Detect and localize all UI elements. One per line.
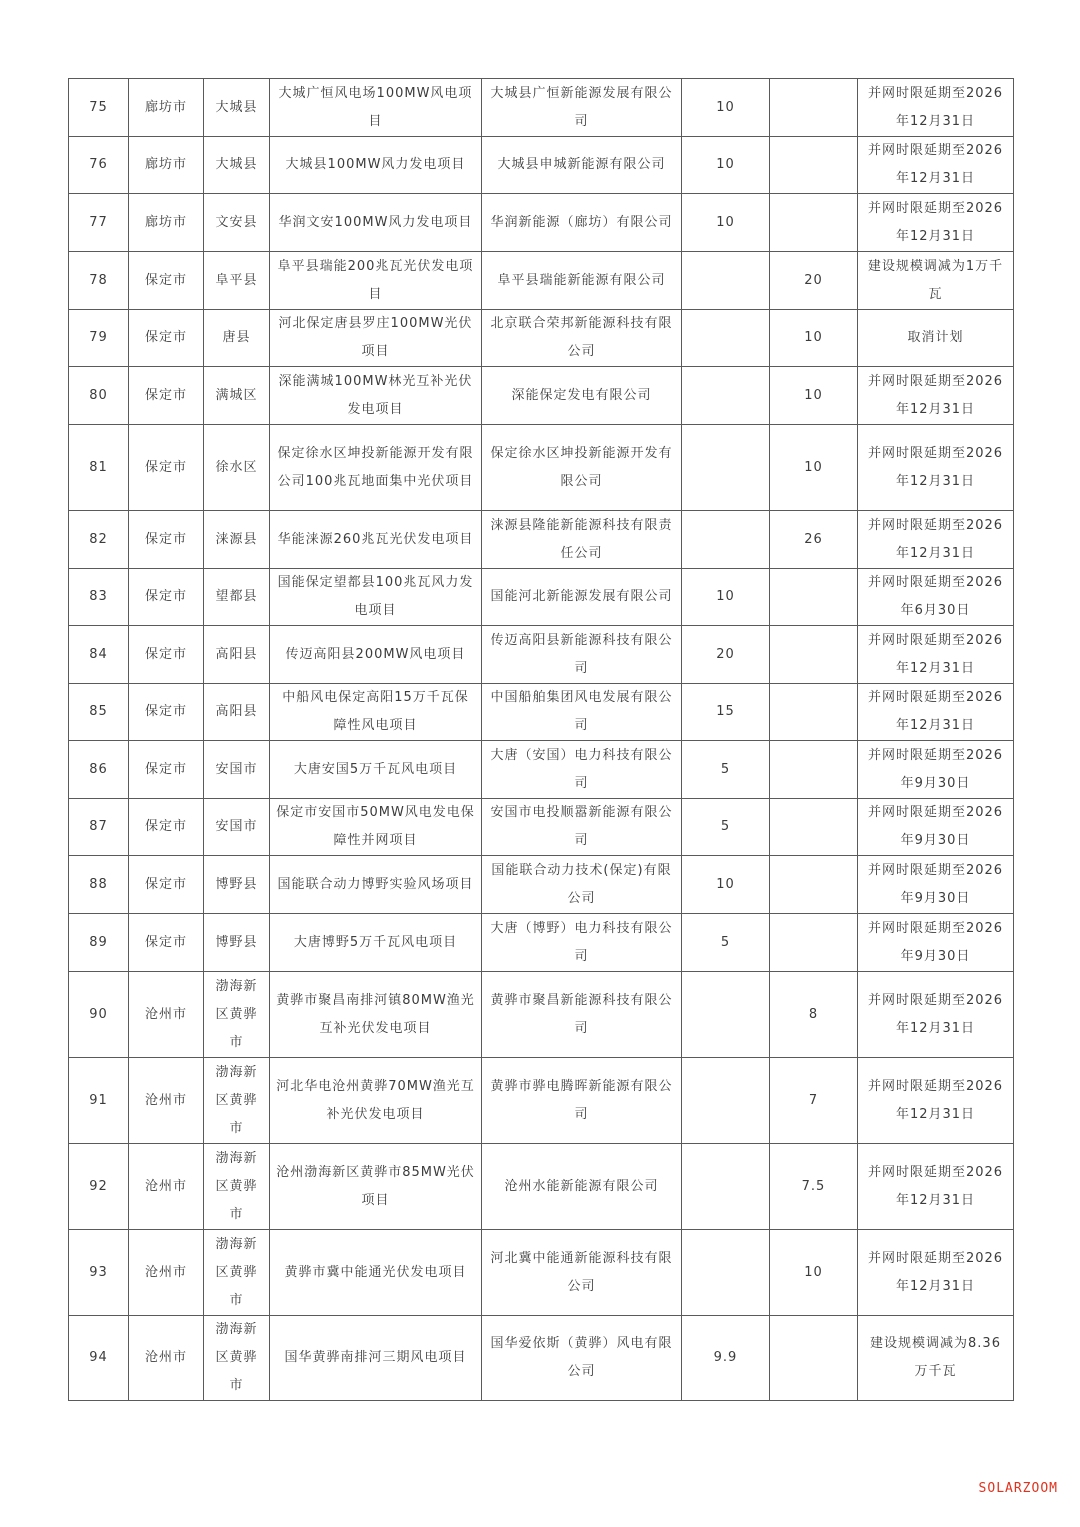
county-cell: 安国市 <box>204 741 270 799</box>
company-cell: 国华爱依斯（黄骅）风电有限公司 <box>482 1316 682 1401</box>
city-cell: 廊坊市 <box>129 194 204 252</box>
city-cell: 廊坊市 <box>129 79 204 137</box>
city-cell: 保定市 <box>129 310 204 367</box>
wind-capacity-cell: 20 <box>682 626 770 684</box>
table-row <box>69 367 1014 425</box>
city-cell: 保定市 <box>129 252 204 310</box>
wind-capacity-cell: 10 <box>682 79 770 137</box>
solar-capacity-cell <box>770 569 858 626</box>
project-name-cell: 中船风电保定高阳15万千瓦保障性风电项目 <box>270 684 482 741</box>
solar-capacity-cell: 8 <box>770 972 858 1058</box>
solar-capacity-cell <box>770 79 858 137</box>
city-cell: 沧州市 <box>129 1316 204 1401</box>
city-cell: 保定市 <box>129 741 204 799</box>
table-row <box>69 741 1014 799</box>
county-cell: 唐县 <box>204 310 270 367</box>
row-number-cell: 91 <box>69 1058 129 1144</box>
solar-capacity-cell: 10 <box>770 367 858 425</box>
county-cell: 文安县 <box>204 194 270 252</box>
row-number-cell: 75 <box>69 79 129 137</box>
city-cell: 沧州市 <box>129 1144 204 1230</box>
county-cell: 高阳县 <box>204 626 270 684</box>
row-number-cell: 92 <box>69 1144 129 1230</box>
solar-capacity-cell: 10 <box>770 425 858 511</box>
table-row <box>69 252 1014 310</box>
county-cell: 渤海新区黄骅市 <box>204 972 270 1058</box>
solar-capacity-cell <box>770 799 858 856</box>
table-row <box>69 511 1014 569</box>
county-cell: 涞源县 <box>204 511 270 569</box>
company-cell: 安国市电投顺嚣新能源有限公司 <box>482 799 682 856</box>
table-row <box>69 856 1014 914</box>
row-number-cell: 87 <box>69 799 129 856</box>
wind-capacity-cell: 10 <box>682 569 770 626</box>
company-cell: 阜平县瑞能新能源有限公司 <box>482 252 682 310</box>
table-row <box>69 799 1014 856</box>
solar-capacity-cell: 7.5 <box>770 1144 858 1230</box>
table-body <box>69 79 1014 1401</box>
company-cell: 华润新能源（廊坊）有限公司 <box>482 194 682 252</box>
project-name-cell: 国能联合动力博野实验风场项目 <box>270 856 482 914</box>
city-cell: 保定市 <box>129 367 204 425</box>
county-cell: 安国市 <box>204 799 270 856</box>
solar-capacity-cell <box>770 1316 858 1401</box>
county-cell: 博野县 <box>204 856 270 914</box>
county-cell: 大城县 <box>204 79 270 137</box>
county-cell: 高阳县 <box>204 684 270 741</box>
project-name-cell: 华润文安100MW风力发电项目 <box>270 194 482 252</box>
wind-capacity-cell <box>682 972 770 1058</box>
table-row <box>69 914 1014 972</box>
table-row <box>69 194 1014 252</box>
row-number-cell: 78 <box>69 252 129 310</box>
row-number-cell: 77 <box>69 194 129 252</box>
row-number-cell: 85 <box>69 684 129 741</box>
adjustment-note-cell: 并网时限延期至2026年12月31日 <box>858 1058 1014 1144</box>
project-name-cell: 沧州渤海新区黄骅市85MW光伏项目 <box>270 1144 482 1230</box>
row-number-cell: 83 <box>69 569 129 626</box>
company-cell: 中国船舶集团风电发展有限公司 <box>482 684 682 741</box>
solar-capacity-cell: 7 <box>770 1058 858 1144</box>
row-number-cell: 94 <box>69 1316 129 1401</box>
table-row <box>69 137 1014 194</box>
company-cell: 黄骅市聚昌新能源科技有限公司 <box>482 972 682 1058</box>
solar-capacity-cell <box>770 741 858 799</box>
project-name-cell: 保定徐水区坤投新能源开发有限公司100兆瓦地面集中光伏项目 <box>270 425 482 511</box>
project-name-cell: 河北保定唐县罗庄100MW光伏项目 <box>270 310 482 367</box>
city-cell: 保定市 <box>129 799 204 856</box>
table-row <box>69 79 1014 137</box>
adjustment-note-cell: 并网时限延期至2026年12月31日 <box>858 425 1014 511</box>
project-name-cell: 国华黄骅南排河三期风电项目 <box>270 1316 482 1401</box>
adjustment-note-cell: 并网时限延期至2026年9月30日 <box>858 741 1014 799</box>
county-cell: 博野县 <box>204 914 270 972</box>
solar-capacity-cell: 10 <box>770 1230 858 1316</box>
solar-capacity-cell: 26 <box>770 511 858 569</box>
row-number-cell: 86 <box>69 741 129 799</box>
company-cell: 大城县广恒新能源发展有限公司 <box>482 79 682 137</box>
project-name-cell: 华能涞源260兆瓦光伏发电项目 <box>270 511 482 569</box>
table-row <box>69 569 1014 626</box>
city-cell: 沧州市 <box>129 1058 204 1144</box>
city-cell: 廊坊市 <box>129 137 204 194</box>
projects-table <box>68 78 1014 1401</box>
adjustment-note-cell: 建设规模调减为1万千瓦 <box>858 252 1014 310</box>
company-cell: 国能河北新能源发展有限公司 <box>482 569 682 626</box>
project-name-cell: 河北华电沧州黄骅70MW渔光互补光伏发电项目 <box>270 1058 482 1144</box>
company-cell: 国能联合动力技术(保定)有限公司 <box>482 856 682 914</box>
project-name-cell: 国能保定望都县100兆瓦风力发电项目 <box>270 569 482 626</box>
company-cell: 保定徐水区坤投新能源开发有限公司 <box>482 425 682 511</box>
project-name-cell: 黄骅市冀中能通光伏发电项目 <box>270 1230 482 1316</box>
wind-capacity-cell <box>682 310 770 367</box>
project-name-cell: 阜平县瑞能200兆瓦光伏发电项目 <box>270 252 482 310</box>
company-cell: 传迈高阳县新能源科技有限公司 <box>482 626 682 684</box>
row-number-cell: 93 <box>69 1230 129 1316</box>
wind-capacity-cell: 9.9 <box>682 1316 770 1401</box>
adjustment-note-cell: 并网时限延期至2026年12月31日 <box>858 1144 1014 1230</box>
city-cell: 保定市 <box>129 425 204 511</box>
solar-capacity-cell <box>770 194 858 252</box>
wind-capacity-cell <box>682 425 770 511</box>
county-cell: 渤海新区黄骅市 <box>204 1230 270 1316</box>
wind-capacity-cell: 15 <box>682 684 770 741</box>
company-cell: 沧州水能新能源有限公司 <box>482 1144 682 1230</box>
table-row <box>69 684 1014 741</box>
adjustment-note-cell: 并网时限延期至2026年9月30日 <box>858 856 1014 914</box>
wind-capacity-cell: 10 <box>682 194 770 252</box>
row-number-cell: 79 <box>69 310 129 367</box>
table-row <box>69 1058 1014 1144</box>
project-name-cell: 大唐安国5万千瓦风电项目 <box>270 741 482 799</box>
county-cell: 望都县 <box>204 569 270 626</box>
adjustment-note-cell: 并网时限延期至2026年12月31日 <box>858 511 1014 569</box>
company-cell: 涞源县隆能新能源科技有限责任公司 <box>482 511 682 569</box>
adjustment-note-cell: 并网时限延期至2026年12月31日 <box>858 194 1014 252</box>
county-cell: 渤海新区黄骅市 <box>204 1316 270 1401</box>
table-row <box>69 972 1014 1058</box>
adjustment-note-cell: 并网时限延期至2026年12月31日 <box>858 137 1014 194</box>
county-cell: 阜平县 <box>204 252 270 310</box>
adjustment-note-cell: 建设规模调减为8.36万千瓦 <box>858 1316 1014 1401</box>
wind-capacity-cell <box>682 511 770 569</box>
table-row <box>69 310 1014 367</box>
city-cell: 保定市 <box>129 914 204 972</box>
company-cell: 大城县申城新能源有限公司 <box>482 137 682 194</box>
project-name-cell: 黄骅市聚昌南排河镇80MW渔光互补光伏发电项目 <box>270 972 482 1058</box>
adjustment-note-cell: 并网时限延期至2026年12月31日 <box>858 79 1014 137</box>
adjustment-note-cell: 并网时限延期至2026年12月31日 <box>858 1230 1014 1316</box>
solar-capacity-cell <box>770 684 858 741</box>
row-number-cell: 80 <box>69 367 129 425</box>
row-number-cell: 82 <box>69 511 129 569</box>
table-row <box>69 1230 1014 1316</box>
county-cell: 渤海新区黄骅市 <box>204 1144 270 1230</box>
wind-capacity-cell <box>682 1058 770 1144</box>
row-number-cell: 88 <box>69 856 129 914</box>
wind-capacity-cell: 5 <box>682 741 770 799</box>
county-cell: 大城县 <box>204 137 270 194</box>
city-cell: 保定市 <box>129 684 204 741</box>
wind-capacity-cell: 10 <box>682 856 770 914</box>
project-name-cell: 保定市安国市50MW风电发电保障性并网项目 <box>270 799 482 856</box>
solar-capacity-cell: 20 <box>770 252 858 310</box>
company-cell: 黄骅市骅电腾晖新能源有限公司 <box>482 1058 682 1144</box>
project-name-cell: 大城广恒风电场100MW风电项目 <box>270 79 482 137</box>
wind-capacity-cell <box>682 1230 770 1316</box>
row-number-cell: 89 <box>69 914 129 972</box>
city-cell: 沧州市 <box>129 1230 204 1316</box>
company-cell: 大唐（安国）电力科技有限公司 <box>482 741 682 799</box>
solar-capacity-cell <box>770 856 858 914</box>
project-name-cell: 传迈高阳县200MW风电项目 <box>270 626 482 684</box>
adjustment-note-cell: 取消计划 <box>858 310 1014 367</box>
row-number-cell: 81 <box>69 425 129 511</box>
county-cell: 徐水区 <box>204 425 270 511</box>
table-row <box>69 626 1014 684</box>
solar-capacity-cell <box>770 137 858 194</box>
adjustment-note-cell: 并网时限延期至2026年12月31日 <box>858 972 1014 1058</box>
company-cell: 河北冀中能通新能源科技有限公司 <box>482 1230 682 1316</box>
county-cell: 满城区 <box>204 367 270 425</box>
city-cell: 沧州市 <box>129 972 204 1058</box>
wind-capacity-cell: 10 <box>682 137 770 194</box>
row-number-cell: 76 <box>69 137 129 194</box>
solar-capacity-cell: 10 <box>770 310 858 367</box>
solar-capacity-cell <box>770 626 858 684</box>
row-number-cell: 90 <box>69 972 129 1058</box>
project-name-cell: 大城县100MW风力发电项目 <box>270 137 482 194</box>
adjustment-note-cell: 并网时限延期至2026年12月31日 <box>858 684 1014 741</box>
wind-capacity-cell: 5 <box>682 799 770 856</box>
city-cell: 保定市 <box>129 626 204 684</box>
table-row <box>69 1316 1014 1401</box>
table-row <box>69 1144 1014 1230</box>
project-name-cell: 深能满城100MW林光互补光伏发电项目 <box>270 367 482 425</box>
row-number-cell: 84 <box>69 626 129 684</box>
wind-capacity-cell <box>682 252 770 310</box>
wind-capacity-cell <box>682 1144 770 1230</box>
county-cell: 渤海新区黄骅市 <box>204 1058 270 1144</box>
city-cell: 保定市 <box>129 569 204 626</box>
wind-capacity-cell <box>682 367 770 425</box>
table-row <box>69 425 1014 511</box>
adjustment-note-cell: 并网时限延期至2026年12月31日 <box>858 367 1014 425</box>
adjustment-note-cell: 并网时限延期至2026年9月30日 <box>858 799 1014 856</box>
company-cell: 北京联合荣邦新能源科技有限公司 <box>482 310 682 367</box>
company-cell: 深能保定发电有限公司 <box>482 367 682 425</box>
city-cell: 保定市 <box>129 856 204 914</box>
project-name-cell: 大唐博野5万千瓦风电项目 <box>270 914 482 972</box>
adjustment-note-cell: 并网时限延期至2026年6月30日 <box>858 569 1014 626</box>
solarzoom-watermark: SOLARZOOM <box>978 1481 1058 1496</box>
adjustment-note-cell: 并网时限延期至2026年12月31日 <box>858 626 1014 684</box>
wind-capacity-cell: 5 <box>682 914 770 972</box>
solar-capacity-cell <box>770 914 858 972</box>
adjustment-note-cell: 并网时限延期至2026年9月30日 <box>858 914 1014 972</box>
company-cell: 大唐（博野）电力科技有限公司 <box>482 914 682 972</box>
city-cell: 保定市 <box>129 511 204 569</box>
